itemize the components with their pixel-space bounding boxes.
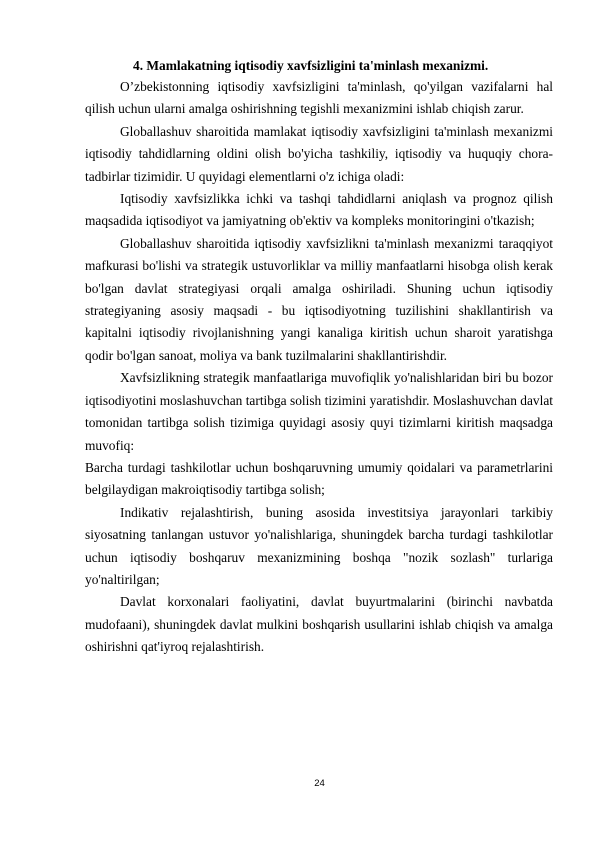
section-heading: 4. Mamlakatning iqtisodiy xavfsizligini ta'minlash mexanizmi.: [133, 58, 489, 73]
paragraph-indicative-planning: Indikativ rejalashtirish, buning asosida investitsiya jarayonlari tarkibiy siyosatning tanlangan ustuvor yo'nalishlariga, shuningdek barcha turdagi tashkilotlar uchun iqtisodiy boshqaruv mexanizmining boshqa "nozik sozlash" turlariga yo'naltirilgan;: [85, 504, 553, 587]
document-page: [85, 56, 553, 659]
paragraph-mechanism-definition: Globallashuv sharoitida mamlakat iqtisodiy xavfsizligini ta'minlash mexanizmi iqtisodiy tahdidlarning oldini olish bo'yicha tashkiliy, iqtisodiy va huquqiy chora-tadbirlar tizimidir. U quyidagi elementlarni o'z ichiga oladi:: [85, 123, 553, 184]
paragraph-macro-regulation: Barcha turdagi tashkilotlar uchun boshqaruvning umumiy qoidalari va parametrlarini belgilaydigan makroiqtisodiy tartibga solish;: [85, 459, 553, 498]
paragraph-flexible-regulation: Xavfsizlikning strategik manfaatlariga muvofiqlik yo'nalishlaridan biri bu bozor iqtisodiyotini moslashuvchan tartibga solish tizimini yaratishdir. Moslashuvchan davlat tomonidan tartibga solish tizimiga quyidagi asosiy quyi tizimlarni kiritish maqsadga muvofiq:: [85, 370, 553, 453]
paragraph-intro: O’zbekistonning iqtisodiy xavfsizligini ta'minlash, qo'yilgan vazifalarni hal qilish uchun ularni amalga oshirishning tegishli mexanizmini ishlab chiqish zarur.: [85, 79, 553, 117]
paragraph-state-strategy: Globallashuv sharoitida iqtisodiy xavfsizlikni ta'minlash mexanizmi taraqqiyot mafkurasi bo'lishi va strategik ustuvorliklar va milliy manfaatlarni hisobga olish kerak bo'lgan davlat strategiyasi orqali amalga oshiriladi. Shuning uchun iqtisodiy strategiyaning asosiy maqsadi - bu iqtisodiyotning tuzilishini shakllantirish va kapitalni iqtisodiy rivojlanishning yangi kanaliga kiritish uchun sharoit yaratishga qodir bo'lgan sanoat, moliya va bank tuzilmalarini shakllantirishdir.: [85, 235, 553, 363]
paragraph-state-enterprises: Davlat korxonalari faoliyatini, davlat buyurtmalarini (birinchi navbatda mudofaani), shuningdek davlat mulkini boshqarish usullarini ishlab chiqish va amalga oshirishni qat'iyroq rejalashtirish.: [85, 594, 553, 655]
page-number: 24: [314, 778, 325, 789]
paragraph-monitoring: Iqtisodiy xavfsizlikka ichki va tashqi tahdidlarni aniqlash va prognoz qilish maqsadida iqtisodiyot va jamiyatning ob'ektiv va kompleks monitoringini o'tkazish;: [85, 191, 553, 229]
